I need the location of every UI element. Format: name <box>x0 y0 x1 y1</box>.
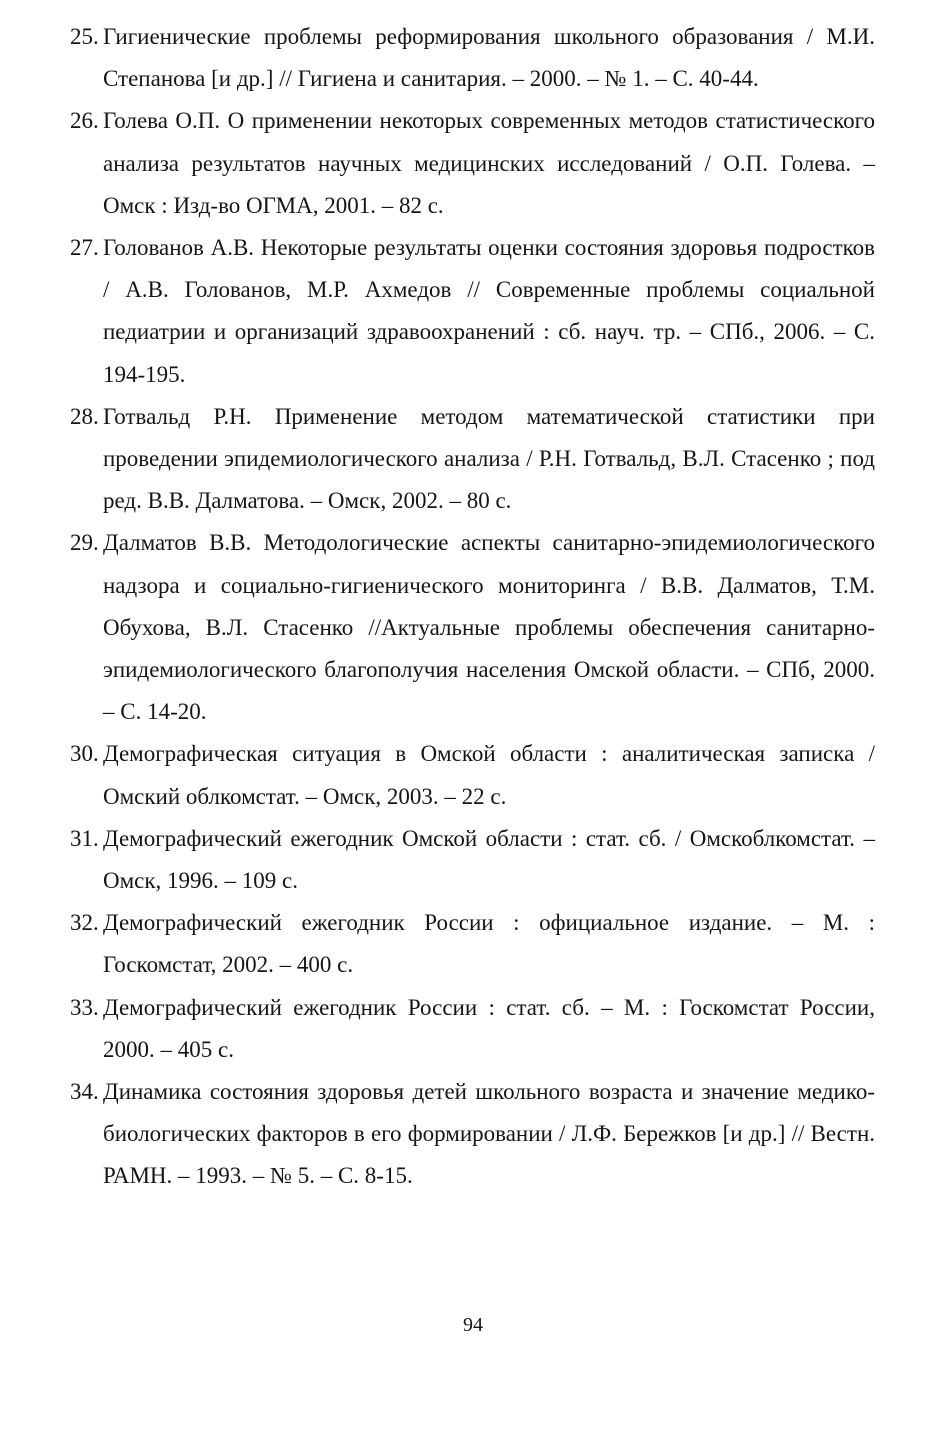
reference-text: Динамика состояния здоровья детей школьного возраста и значение медико-биологических факторов в его формировании / Л.Ф. Бережков [и др.] // Вестн. РАМН. – 1993. – № 5. – С. 8-15. <box>103 1079 875 1189</box>
reference-item-32 <box>70 902 875 986</box>
reference-number: 29. <box>70 530 99 556</box>
reference-text: Демографический ежегодник России : официальное издание. – М. : Госкомстат, 2002. – 400 с. <box>103 910 875 978</box>
reference-number: 30. <box>70 741 99 767</box>
reference-text: Голованов А.В. Некоторые результаты оценки состояния здоровья подростков / А.В. Голованов, М.Р. Ахмедов // Современные проблемы социальной педиатрии и организаций здравоохранений : сб. науч. тр. – СПб., 2006. – С. 194-195. <box>103 235 875 387</box>
reference-item-27 <box>70 227 875 396</box>
reference-number: 31. <box>70 825 99 851</box>
reference-item-25 <box>70 16 875 100</box>
reference-item-31 <box>70 818 875 902</box>
reference-number: 34. <box>70 1079 99 1105</box>
reference-item-30 <box>70 733 875 817</box>
reference-text: Готвальд Р.Н. Применение методом математической статистики при проведении эпидемиологического анализа / Р.Н. Готвальд, В.Л. Стасенко ; под ред. В.В. Далматова. – Омск, 2002. – 80 с. <box>103 403 875 514</box>
reference-list <box>70 16 875 1198</box>
reference-item-26 <box>70 100 875 227</box>
reference-text: Демографический ежегодник Омской области : стат. сб. / Омскоблкомстат. – Омск, 1996. – 109 с. <box>103 825 875 894</box>
reference-number: 26. <box>70 108 99 134</box>
reference-number: 32. <box>70 910 99 936</box>
reference-text: Гигиенические проблемы реформирования школьного образования / М.И. Степанова [и др.] // Гигиена и санитария. – 2000. – № 1. – С. 40-44. <box>103 24 875 92</box>
reference-item-33 <box>70 987 875 1071</box>
reference-number: 33. <box>70 994 99 1020</box>
reference-text: Демографическая ситуация в Омской области : аналитическая записка / Омский облкомстат. – Омск, 2003. – 22 с. <box>103 741 875 809</box>
reference-text: Демографический ежегодник России : стат. сб. – М. : Госкомстат России, 2000. – 405 с. <box>103 994 875 1062</box>
reference-item-29 <box>70 522 875 733</box>
page-number: 94 <box>463 1314 483 1336</box>
reference-text: Голева О.П. О применении некоторых современных методов статистического анализа результатов научных медицинских исследований / О.П. Голева. – Омск : Изд-во ОГМА, 2001. – 82 с. <box>103 108 875 218</box>
reference-item-34 <box>70 1071 875 1198</box>
reference-number: 25. <box>70 24 99 49</box>
reference-text: Далматов В.В. Методологические аспекты санитарно-эпидемиологического надзора и социально-гигиенического мониторинга / В.В. Далматов, Т.М. Обухова, В.Л. Стасенко //Актуальные проблемы обеспечения санитарно-эпидемиологического благополучия населения Омской области. – СПб, 2000. – С. 14-20. <box>103 530 875 725</box>
reference-item-28 <box>70 396 875 523</box>
reference-number: 28. <box>70 403 99 429</box>
reference-number: 27. <box>70 235 99 261</box>
